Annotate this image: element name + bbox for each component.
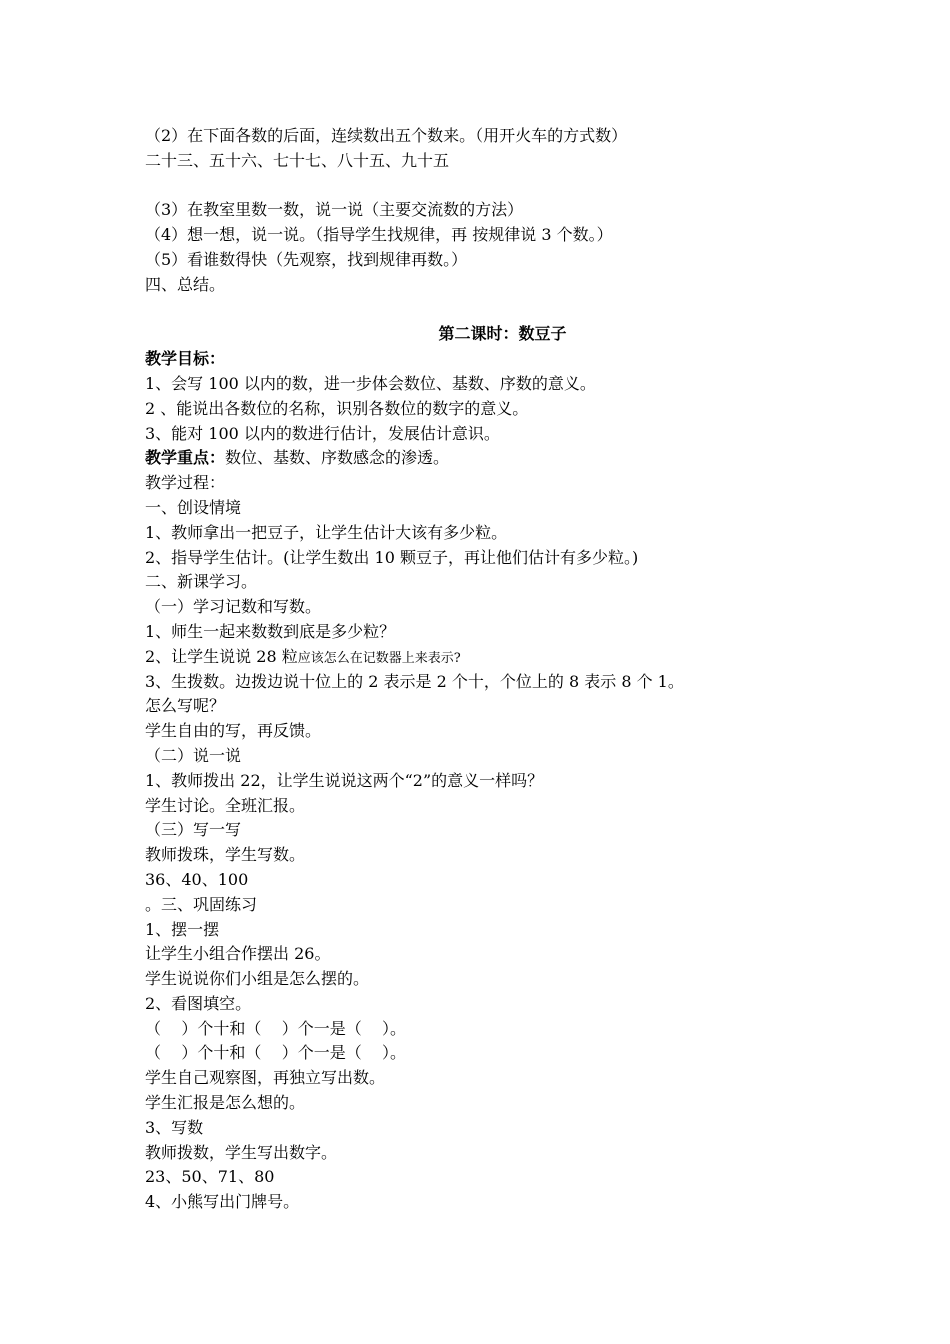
process-line: 1、教师拨出 22，让学生说说这两个“2”的意义一样吗？ (145, 770, 544, 790)
text-line: （4）想一想，说一说。（指导学生找规律，再 按规律说 3 个数。） (145, 225, 613, 245)
process-line: 学生自己观察图，再独立写出数。 (145, 1068, 386, 1088)
key-points-text: 数位、基数、序数感念的渗透。 (225, 448, 450, 468)
process-line: 3、写数 (145, 1117, 204, 1137)
process-line: 学生自由的写，再反馈。 (145, 721, 322, 741)
process-line: 教师拨数，学生写出数字。 (145, 1142, 338, 1162)
key-points-label: 教学重点： (145, 448, 226, 468)
text-line: （3）在教室里数一数，说一说（主要交流数的方法） (145, 200, 524, 220)
objective-item: 3、能对 100 以内的数进行估计，发展估计意识。 (145, 423, 500, 443)
text-line: （5）看谁数得快（先观察，找到规律再数。） (145, 249, 468, 269)
process-line: 1、教师拿出一把豆子，让学生估计大该有多少粒。 (145, 522, 508, 542)
process-line-part: 2、让学生说说 28 粒 (145, 646, 298, 666)
process-line: 学生说说你们小组是怎么摆的。 (145, 969, 370, 989)
objective-item: 1、会写 100 以内的数，进一步体会数位、基数、序数的意义。 (145, 373, 596, 393)
process-line (145, 645, 825, 670)
process-line: 1、摆一摆 (145, 919, 220, 939)
process-heading: 教学过程： (145, 473, 226, 493)
process-line: 23、50、71、80 (145, 1167, 275, 1187)
process-line: 二、新课学习。 (145, 572, 258, 592)
process-line: （一）学习记数和写数。 (145, 597, 322, 617)
lesson-title: 第二课时：数豆子 (438, 324, 567, 344)
process-line: 学生讨论。全班汇报。 (145, 795, 306, 815)
blank-line (145, 298, 825, 323)
process-line: 3、生拨数。边拨边说十位上的 2 表示是 2 个十，个位上的 8 表示 8 个 1。 (145, 671, 684, 691)
process-line: 怎么写呢？ (145, 696, 226, 716)
fill-blank-line: （ ）个十和（ ）个一是（ ）。 (145, 1043, 407, 1063)
text-line: 二十三、五十六、七十七、八十五、九十五 (145, 150, 450, 170)
process-line: 让学生小组合作摆出 26。 (145, 944, 331, 964)
key-points-line (145, 446, 825, 471)
process-line: 学生汇报是怎么想的。 (145, 1093, 306, 1113)
process-line: 4、小熊写出门牌号。 (145, 1192, 300, 1212)
fill-blank-line: （ ）个十和（ ）个一是（ ）。 (145, 1018, 407, 1038)
objectives-heading: 教学目标： (145, 349, 226, 369)
process-line: 一、创设情境 (145, 497, 242, 517)
process-line: 36、40、100 (145, 869, 249, 889)
process-line-part-small: 应该怎么在记数器上来表示? (297, 650, 461, 666)
blank-line (145, 174, 825, 199)
objective-item: 2 、能说出各数位的名称，识别各数位的数字的意义。 (145, 398, 529, 418)
process-line: 2、指导学生估计。(让学生数出 10 颗豆子，再让他们估计有多少粒。) (145, 547, 639, 567)
process-line: 2、看图填空。 (145, 993, 252, 1013)
text-line: （2）在下面各数的后面，连续数出五个数来。（用开火车的方式数） (145, 126, 628, 145)
process-line: （三）写一写 (145, 820, 242, 840)
process-line: （二）说一说 (145, 745, 242, 765)
text-line: 四、总结。 (145, 274, 226, 294)
document-page (145, 124, 825, 1215)
process-line: 教师拨珠，学生写数。 (145, 845, 306, 865)
process-line: 1、师生一起来数数到底是多少粒？ (145, 621, 396, 641)
process-line: 。三、巩固练习 (145, 894, 258, 914)
